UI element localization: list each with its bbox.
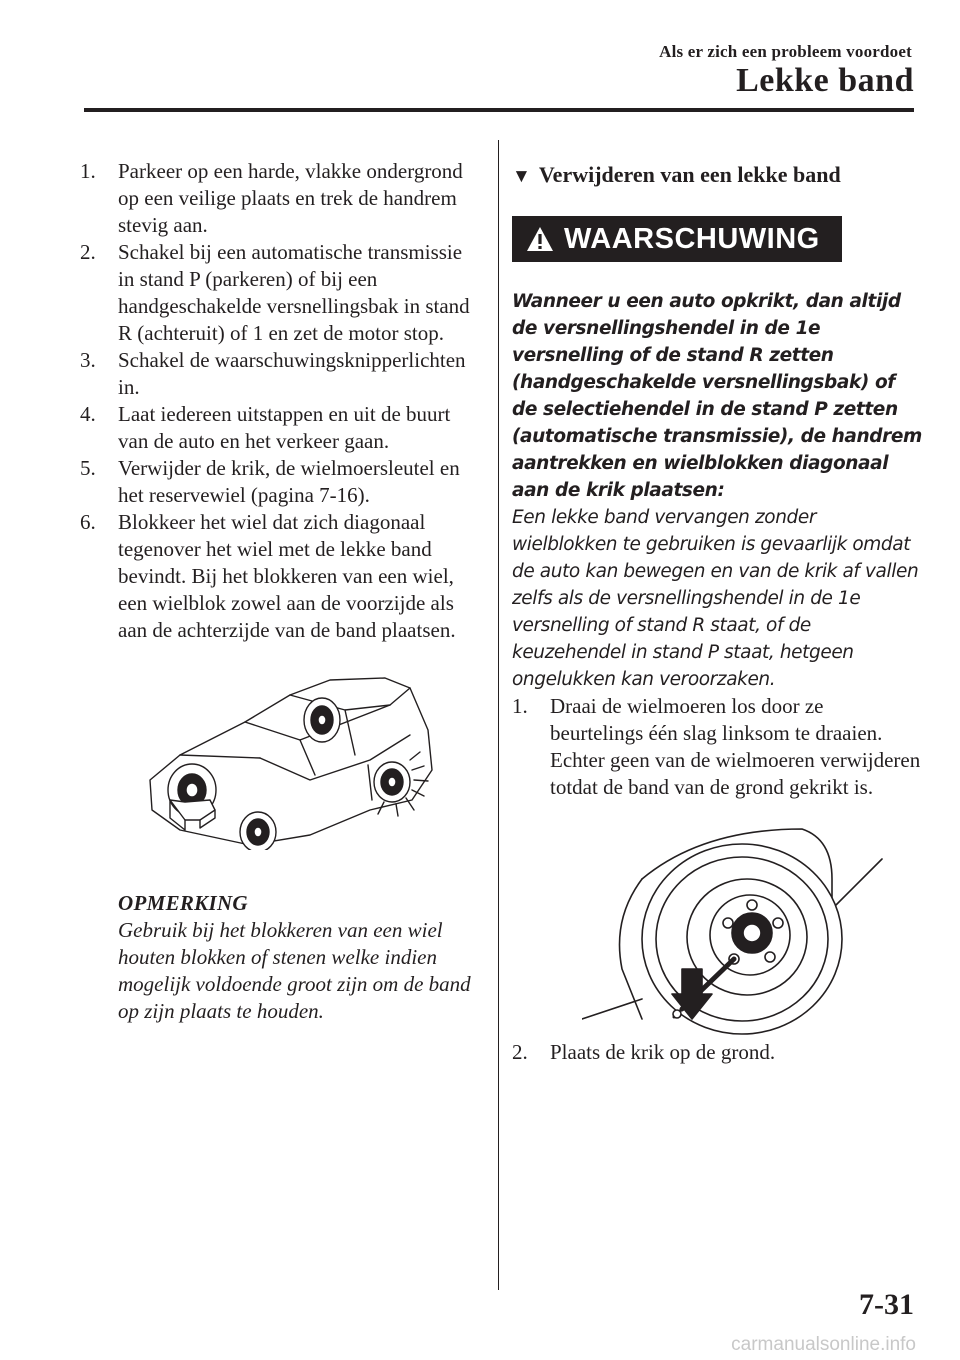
step-text: Plaats de krik op de grond. (550, 1040, 776, 1064)
warning-triangle-icon (526, 226, 554, 252)
step-text: Draai de wielmoeren los door ze beurtelings één slag linksom te draaien. Echter geen van de wielmoeren verwijderen totdat de band van de grond gekrikt is. (550, 694, 921, 799)
warning-bold-text: Wanneer u een auto opkrikt, dan altijd de versnellingshendel in de 1e versnelling of de stand R zetten (handgeschakelde versnellingsbak) of de selectiehendel in de stand P zetten (automatische transmissie), de handrem aantrekken en wielblokken diagonaal aan de krik plaatsen: (512, 291, 922, 501)
wheel-nut-illustration (582, 819, 902, 1039)
warning-label: WAARSCHUWING (564, 222, 820, 255)
watermark: carmanualsonline.info (731, 1334, 916, 1355)
wheel-wrench-illustration-icon (582, 819, 902, 1039)
right-column (512, 158, 922, 1066)
header-rule (84, 108, 914, 112)
step-text: Laat iedereen uitstappen en uit de buurt van de auto en het verkeer gaan. (118, 402, 451, 453)
list-item (80, 455, 480, 509)
section-title: Verwijderen van een lekke band (538, 162, 841, 187)
step-number: 3. (80, 348, 96, 372)
header-subtitle: Als er zich een probleem voordoet (659, 42, 912, 61)
step-number: 1. (512, 694, 528, 718)
right-step-list (512, 693, 922, 801)
note-block (118, 890, 480, 1025)
step-number: 1. (80, 159, 96, 183)
warning-text: Een lekke band vervangen zonder wielblokken te gebruiken is gevaarlijk omdat de auto kan bewegen en van de krik af vallen zelfs als de versnellingshendel in de 1e versnelling of stand R staat, of de keuzehendel in stand P staat, hetgeen ongelukken kan veroorzaken. (512, 507, 919, 690)
step-text: Schakel de waarschuwingsknipperlichten in. (118, 348, 466, 399)
note-text: Gebruik bij het blokkeren van een wiel houten blokken of stenen welke indien mogelijk voldoende groot zijn om de band op zijn plaats te houden. (118, 918, 471, 1023)
step-number: 4. (80, 402, 96, 426)
car-wheel-chock-illustration (140, 660, 440, 850)
column-divider (498, 140, 499, 1290)
step-text: Verwijder de krik, de wielmoersleutel en het reservewiel (pagina 7-16). (118, 456, 460, 507)
step-number: 6. (80, 510, 96, 534)
left-column (80, 158, 480, 1025)
right-step-list-2 (512, 1039, 922, 1066)
list-item (512, 693, 922, 801)
step-number: 5. (80, 456, 96, 480)
step-number: 2. (512, 1040, 528, 1064)
page-title: Lekke band (736, 62, 914, 99)
step-text: Schakel bij een automatische transmissie in stand P (parkeren) of bij een handgeschakelde versnellingsbak in stand R (achteruit) of 1 en zet de motor stop. (118, 240, 470, 345)
list-item (80, 401, 480, 455)
page-number: 7-31 (859, 1288, 914, 1321)
left-step-list (80, 158, 480, 644)
step-number: 2. (80, 240, 96, 264)
triangle-marker-icon: ▼ (512, 166, 531, 187)
step-text: Blokkeer het wiel dat zich diagonaal tegenover het wiel met de lekke band bevindt. Bij het blokkeren van een wiel, een wielblok zowel aan de voorzijde als aan de achterzijde van de band plaatsen. (118, 510, 456, 642)
list-item (512, 1039, 922, 1066)
list-item (80, 239, 480, 347)
list-item (80, 509, 480, 644)
warning-badge (512, 216, 842, 262)
warning-body (512, 288, 922, 693)
step-text: Parkeer op een harde, vlakke ondergrond op een veilige plaats en trek de handrem stevig aan. (118, 159, 463, 237)
list-item (80, 158, 480, 239)
car-illustration-icon (140, 660, 440, 850)
section-heading (512, 160, 922, 192)
note-title: OPMERKING (118, 891, 248, 915)
list-item (80, 347, 480, 401)
